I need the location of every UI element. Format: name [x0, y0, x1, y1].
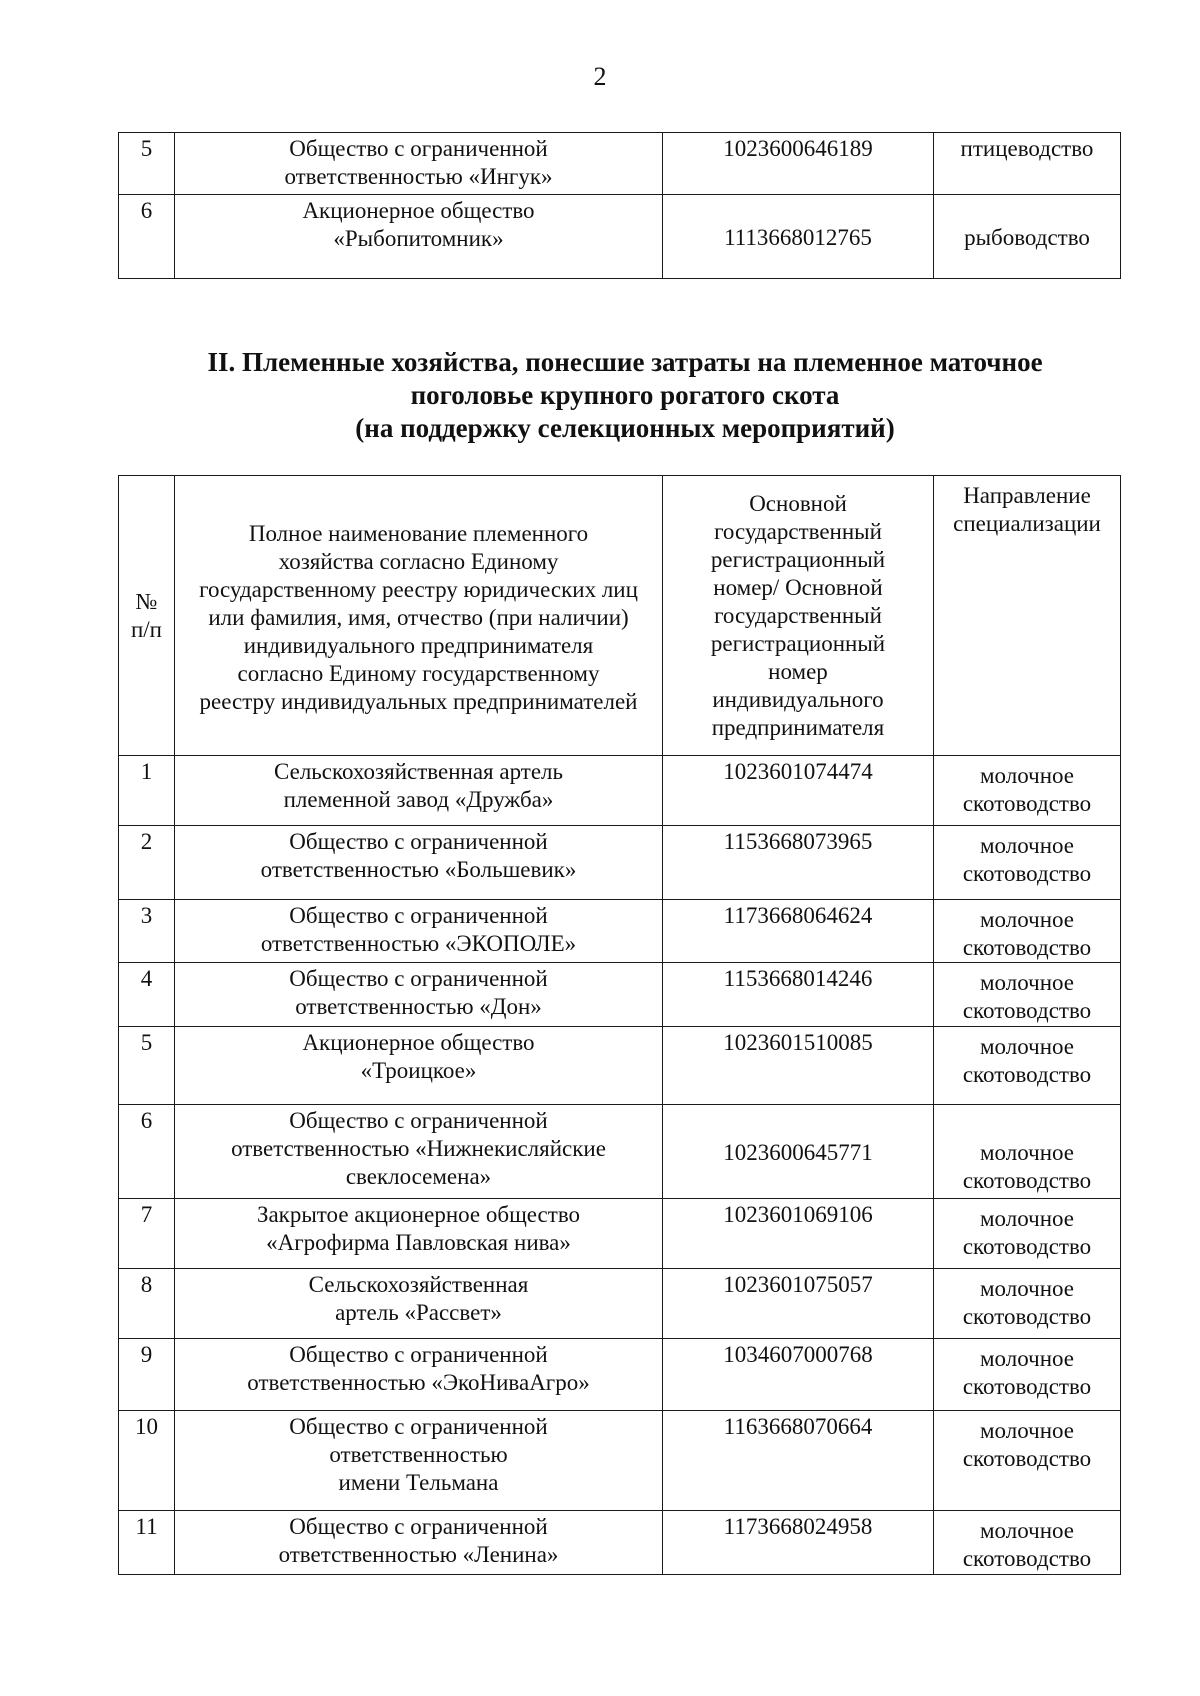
organization-name-cell: Акционерное общество «Рыбопитомник»: [175, 195, 663, 279]
table-row: [119, 1411, 1121, 1511]
row-number-cell: 8: [119, 1269, 175, 1339]
table-row: [119, 900, 1121, 963]
specialization-cell: молочное скотоводство: [934, 1027, 1121, 1105]
row-number-cell: 7: [119, 1199, 175, 1269]
table-row: [119, 1339, 1121, 1411]
specialization-cell: молочное скотоводство: [934, 1199, 1121, 1269]
table-header-row: [119, 476, 1121, 756]
table-row: [119, 963, 1121, 1027]
row-number-cell: 5: [119, 1027, 175, 1105]
registration-number-cell: 1153668014246: [663, 963, 934, 1027]
organization-name-cell: Общество с ограниченной ответственностью имени Тельмана: [175, 1411, 663, 1511]
specialization-cell: молочное скотоводство: [934, 1269, 1121, 1339]
specialization-cell: молочное скотоводство: [934, 963, 1121, 1027]
organization-name-cell: Общество с ограниченной ответственностью «ЭкоНиваАгро»: [175, 1339, 663, 1411]
table-row: [119, 1199, 1121, 1269]
registration-number-cell: 1173668024958: [663, 1511, 934, 1575]
registration-number-cell: 1163668070664: [663, 1411, 934, 1511]
header-number: № п/п: [119, 476, 175, 756]
specialization-cell: рыбоводство: [934, 195, 1121, 279]
table-row: [119, 756, 1121, 826]
registration-number-cell: 1023601075057: [663, 1269, 934, 1339]
row-number-cell: 3: [119, 900, 175, 963]
organization-name-cell: Общество с ограниченной ответственностью «Большевик»: [175, 826, 663, 900]
row-number-cell: 2: [119, 826, 175, 900]
organization-name-cell: Сельскохозяйственная артель «Рассвет»: [175, 1269, 663, 1339]
continuation-table: [118, 132, 1121, 279]
organization-name-cell: Общество с ограниченной ответственностью «Дон»: [175, 963, 663, 1027]
organization-name-cell: Сельскохозяйственная артель племенной завод «Дружба»: [175, 756, 663, 826]
specialization-cell: молочное скотоводство: [934, 1411, 1121, 1511]
registration-number-cell: 1173668064624: [663, 900, 934, 963]
row-number-cell: 10: [119, 1411, 175, 1511]
table-row: [119, 1027, 1121, 1105]
registration-number-cell: 1023601069106: [663, 1199, 934, 1269]
organization-name-cell: Общество с ограниченной ответственностью «Ингук»: [175, 133, 663, 195]
row-number-cell: 9: [119, 1339, 175, 1411]
row-number-cell: 4: [119, 963, 175, 1027]
organization-name-cell: Акционерное общество «Троицкое»: [175, 1027, 663, 1105]
specialization-cell: молочное скотоводство: [934, 1511, 1121, 1575]
page-number: [0, 62, 1200, 92]
row-number-cell: 6: [119, 195, 175, 279]
organization-name-cell: Общество с ограниченной ответственностью «Нижнекисляйские свеклосемена»: [175, 1105, 663, 1199]
specialization-cell: молочное скотоводство: [934, 826, 1121, 900]
breeding-farms-table: [118, 475, 1121, 1575]
row-number-cell: 5: [119, 133, 175, 195]
organization-name-cell: Закрытое акционерное общество «Агрофирма Павловская нива»: [175, 1199, 663, 1269]
registration-number-cell: 1023601510085: [663, 1027, 934, 1105]
registration-number-cell: 1023601074474: [663, 756, 934, 826]
table-row: [119, 195, 1121, 279]
header-name: Полное наименование племенного хозяйства согласно Единому государственному реестру юридических лиц или фамилия, имя, отчество (при наличии) индивидуального предпринимателя согласно Единому государственному реестру индивидуальных предпринимателей: [175, 476, 663, 756]
header-specialization: Направление специализации: [934, 476, 1121, 756]
registration-number-cell: 1113668012765: [663, 195, 934, 279]
registration-number-cell: 1153668073965: [663, 826, 934, 900]
row-number-cell: 1: [119, 756, 175, 826]
organization-name-cell: Общество с ограниченной ответственностью «ЭКОПОЛЕ»: [175, 900, 663, 963]
header-registration: Основной государственный регистрационный номер/ Основной государственный регистрационный номер индивидуального предпринимателя: [663, 476, 934, 756]
specialization-cell: молочное скотоводство: [934, 900, 1121, 963]
table-row: [119, 1511, 1121, 1575]
row-number-cell: 11: [119, 1511, 175, 1575]
specialization-cell: молочное скотоводство: [934, 1105, 1121, 1199]
row-number-cell: 6: [119, 1105, 175, 1199]
registration-number-cell: 1023600645771: [663, 1105, 934, 1199]
specialization-cell: молочное скотоводство: [934, 756, 1121, 826]
section-title: II. Племенные хозяйства, понесшие затраты на племенное маточное поголовье крупного рогатого скота (на поддержку селекционных мероприятий): [207, 347, 1043, 443]
organization-name-cell: Общество с ограниченной ответственностью «Ленина»: [175, 1511, 663, 1575]
specialization-cell: молочное скотоводство: [934, 1339, 1121, 1411]
table-row: [119, 1269, 1121, 1339]
page-number-text: 2: [593, 62, 607, 91]
registration-number-cell: 1034607000768: [663, 1339, 934, 1411]
registration-number-cell: 1023600646189: [663, 133, 934, 195]
specialization-cell: птицеводство: [934, 133, 1121, 195]
table-row: [119, 1105, 1121, 1199]
table-row: [119, 133, 1121, 195]
table-row: [119, 826, 1121, 900]
